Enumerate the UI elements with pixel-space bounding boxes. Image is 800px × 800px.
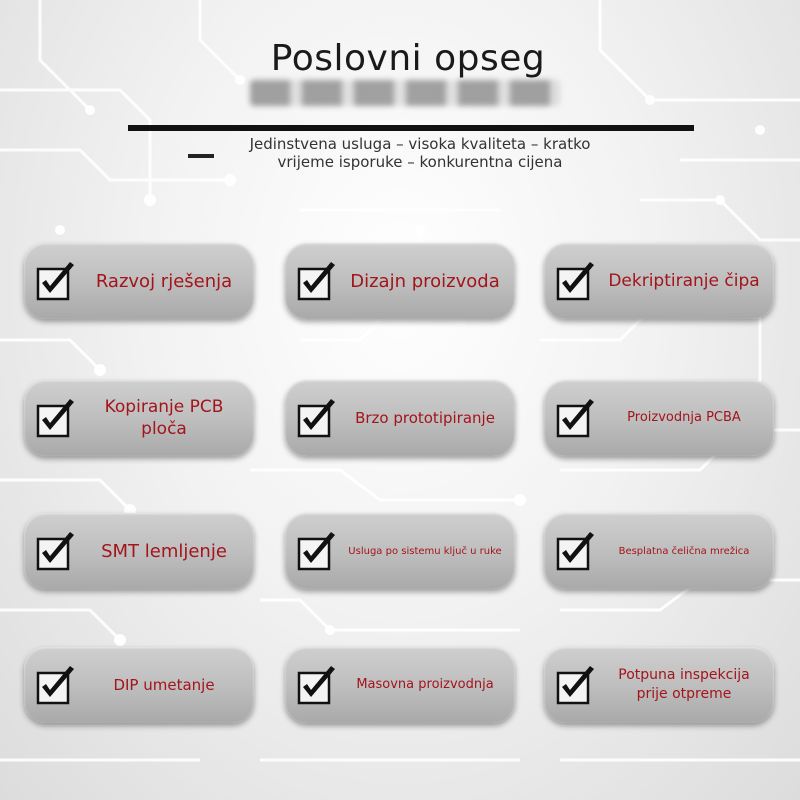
checkbox-check-icon xyxy=(36,261,76,301)
checkbox-check-icon xyxy=(297,398,337,438)
checkbox-check-icon xyxy=(556,665,596,705)
service-card xyxy=(285,647,515,723)
title-reflection xyxy=(250,80,560,106)
service-label: Dizajn proizvoda xyxy=(350,270,500,292)
checkbox-check-icon xyxy=(297,665,337,705)
service-label: Razvoj rješenja xyxy=(95,270,233,292)
service-label: Proizvodnja PCBA xyxy=(627,410,741,425)
page-title: Poslovni opseg xyxy=(270,38,546,79)
checkbox-check-icon xyxy=(556,398,596,438)
service-card xyxy=(285,513,515,589)
service-label: SMT lemljenje xyxy=(101,540,227,562)
service-card xyxy=(24,243,254,319)
service-label: DIP umetanje xyxy=(113,676,215,694)
service-card xyxy=(24,513,254,589)
checkbox-check-icon xyxy=(36,531,76,571)
service-label: Dekriptiranje čipa xyxy=(608,271,760,291)
checkbox-check-icon xyxy=(36,665,76,705)
service-card xyxy=(544,243,774,319)
checkbox-check-icon xyxy=(556,261,596,301)
service-card xyxy=(24,380,254,456)
service-label: Brzo prototipiranje xyxy=(355,409,495,427)
checkbox-check-icon xyxy=(297,261,337,301)
service-card xyxy=(285,380,515,456)
service-card xyxy=(544,513,774,589)
checkbox-check-icon xyxy=(556,531,596,571)
subtitle-marker xyxy=(188,154,214,158)
service-label: Kopiranje PCB ploča xyxy=(104,397,224,439)
service-label: Besplatna čelična mrežica xyxy=(618,545,750,557)
service-card xyxy=(544,647,774,723)
service-card xyxy=(544,380,774,456)
service-label: Potpuna inspekcija prije otpreme xyxy=(618,667,750,702)
service-label: Masovna proizvodnja xyxy=(356,677,494,692)
service-label: Usluga po sistemu ključ u ruke xyxy=(348,545,502,557)
service-card xyxy=(285,243,515,319)
page-subtitle: Jedinstvena usluga – visoka kvaliteta – kratko vrijeme isporuke – konkurentna cijena xyxy=(249,135,591,171)
service-card xyxy=(24,647,254,723)
title-divider xyxy=(128,125,694,131)
checkbox-check-icon xyxy=(297,531,337,571)
checkbox-check-icon xyxy=(36,398,76,438)
